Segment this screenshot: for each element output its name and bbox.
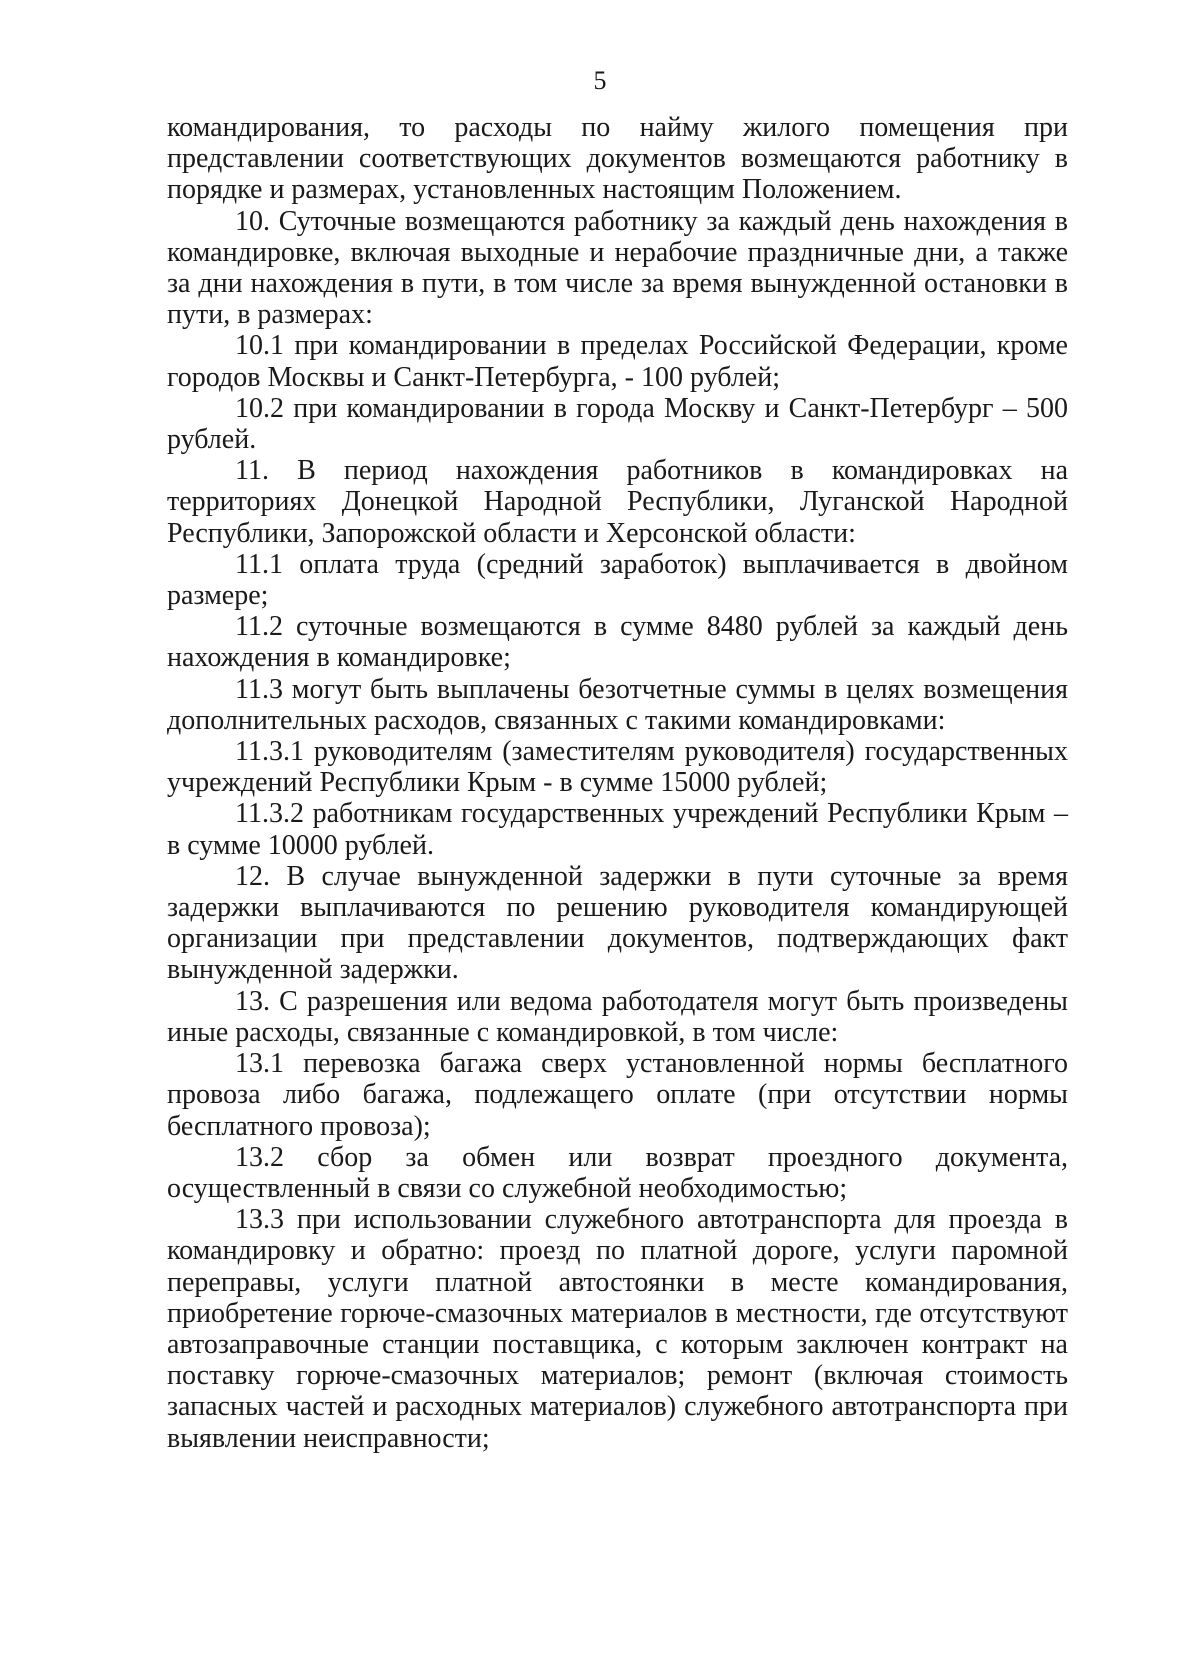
paragraph-10-1: 10.1 при командировании в пределах Российской Федерации, кроме городов Москвы и Санкт-Петербурга, - 100 рублей; [167, 330, 1068, 393]
paragraph-13-3: 13.3 при использовании служебного автотранспорта для проезда в командировку и обратно: проезд по платной дороге, услуги паромной переправы, услуги платной автостоянки в месте командирования, приобретение горюче-смазочных материалов в местности, где отсутствуют автозаправочные станции поставщика, с которым заключен контракт на поставку горюче-смазочных материалов; ремонт (включая стоимость запасных частей и расходных материалов) служебного автотранспорта при выявлении неисправности; [167, 1204, 1068, 1454]
paragraph-11: 11. В период нахождения работников в командировках на территориях Донецкой Народной Республики, Луганской Народной Республики, Запорожской области и Херсонской области: [167, 455, 1068, 549]
paragraph-10: 10. Суточные возмещаются работнику за каждый день нахождения в командировке, включая выходные и нерабочие праздничные дни, а также за дни нахождения в пути, в том числе за время вынужденной остановки в пути, в размерах: [167, 205, 1068, 331]
paragraph-13-1: 13.1 перевозка багажа сверх установленной нормы бесплатного провоза либо багажа, подлежащего оплате (при отсутствии нормы бесплатного провоза); [167, 1048, 1068, 1142]
paragraph-11-3-1: 11.3.1 руководителям (заместителям руководителя) государственных учреждений Республики Крым - в сумме 15000 рублей; [167, 736, 1068, 799]
paragraph-10-2: 10.2 при командировании в города Москву и Санкт-Петербург – 500 рублей. [167, 392, 1068, 456]
paragraph-11-1: 11.1 оплата труда (средний заработок) выплачивается в двойном размере; [167, 548, 1068, 612]
paragraph-11-3: 11.3 могут быть выплачены безотчетные суммы в целях возмещения дополнительных расходов, связанных с такими командировками: [167, 673, 1068, 736]
paragraph-12: 12. В случае вынужденной задержки в пути суточные за время задержки выплачиваются по решению руководителя командирующей организации при представлении документов, подтверждающих факт вынужденной задержки. [167, 860, 1068, 986]
paragraph-11-3-2: 11.3.2 работникам государственных учреждений Республики Крым – в сумме 10000 рублей. [167, 798, 1068, 861]
page-number: 5 [593, 66, 607, 95]
paragraph-continuation: командирования, то расходы по найму жилого помещения при представлении соответствующих документов возмещаются работнику в порядке и размерах, установленных настоящим Положением. [167, 112, 1068, 206]
paragraph-13: 13. С разрешения или ведома работодателя могут быть произведены иные расходы, связанные с командировкой, в том числе: [167, 985, 1068, 1048]
document-body [167, 112, 1068, 1454]
paragraph-11-2: 11.2 суточные возмещаются в сумме 8480 рублей за каждый день нахождения в командировке; [167, 611, 1068, 674]
paragraph-13-2: 13.2 сбор за обмен или возврат проездного документа, осуществленный в связи со служебной необходимостью; [167, 1141, 1068, 1204]
